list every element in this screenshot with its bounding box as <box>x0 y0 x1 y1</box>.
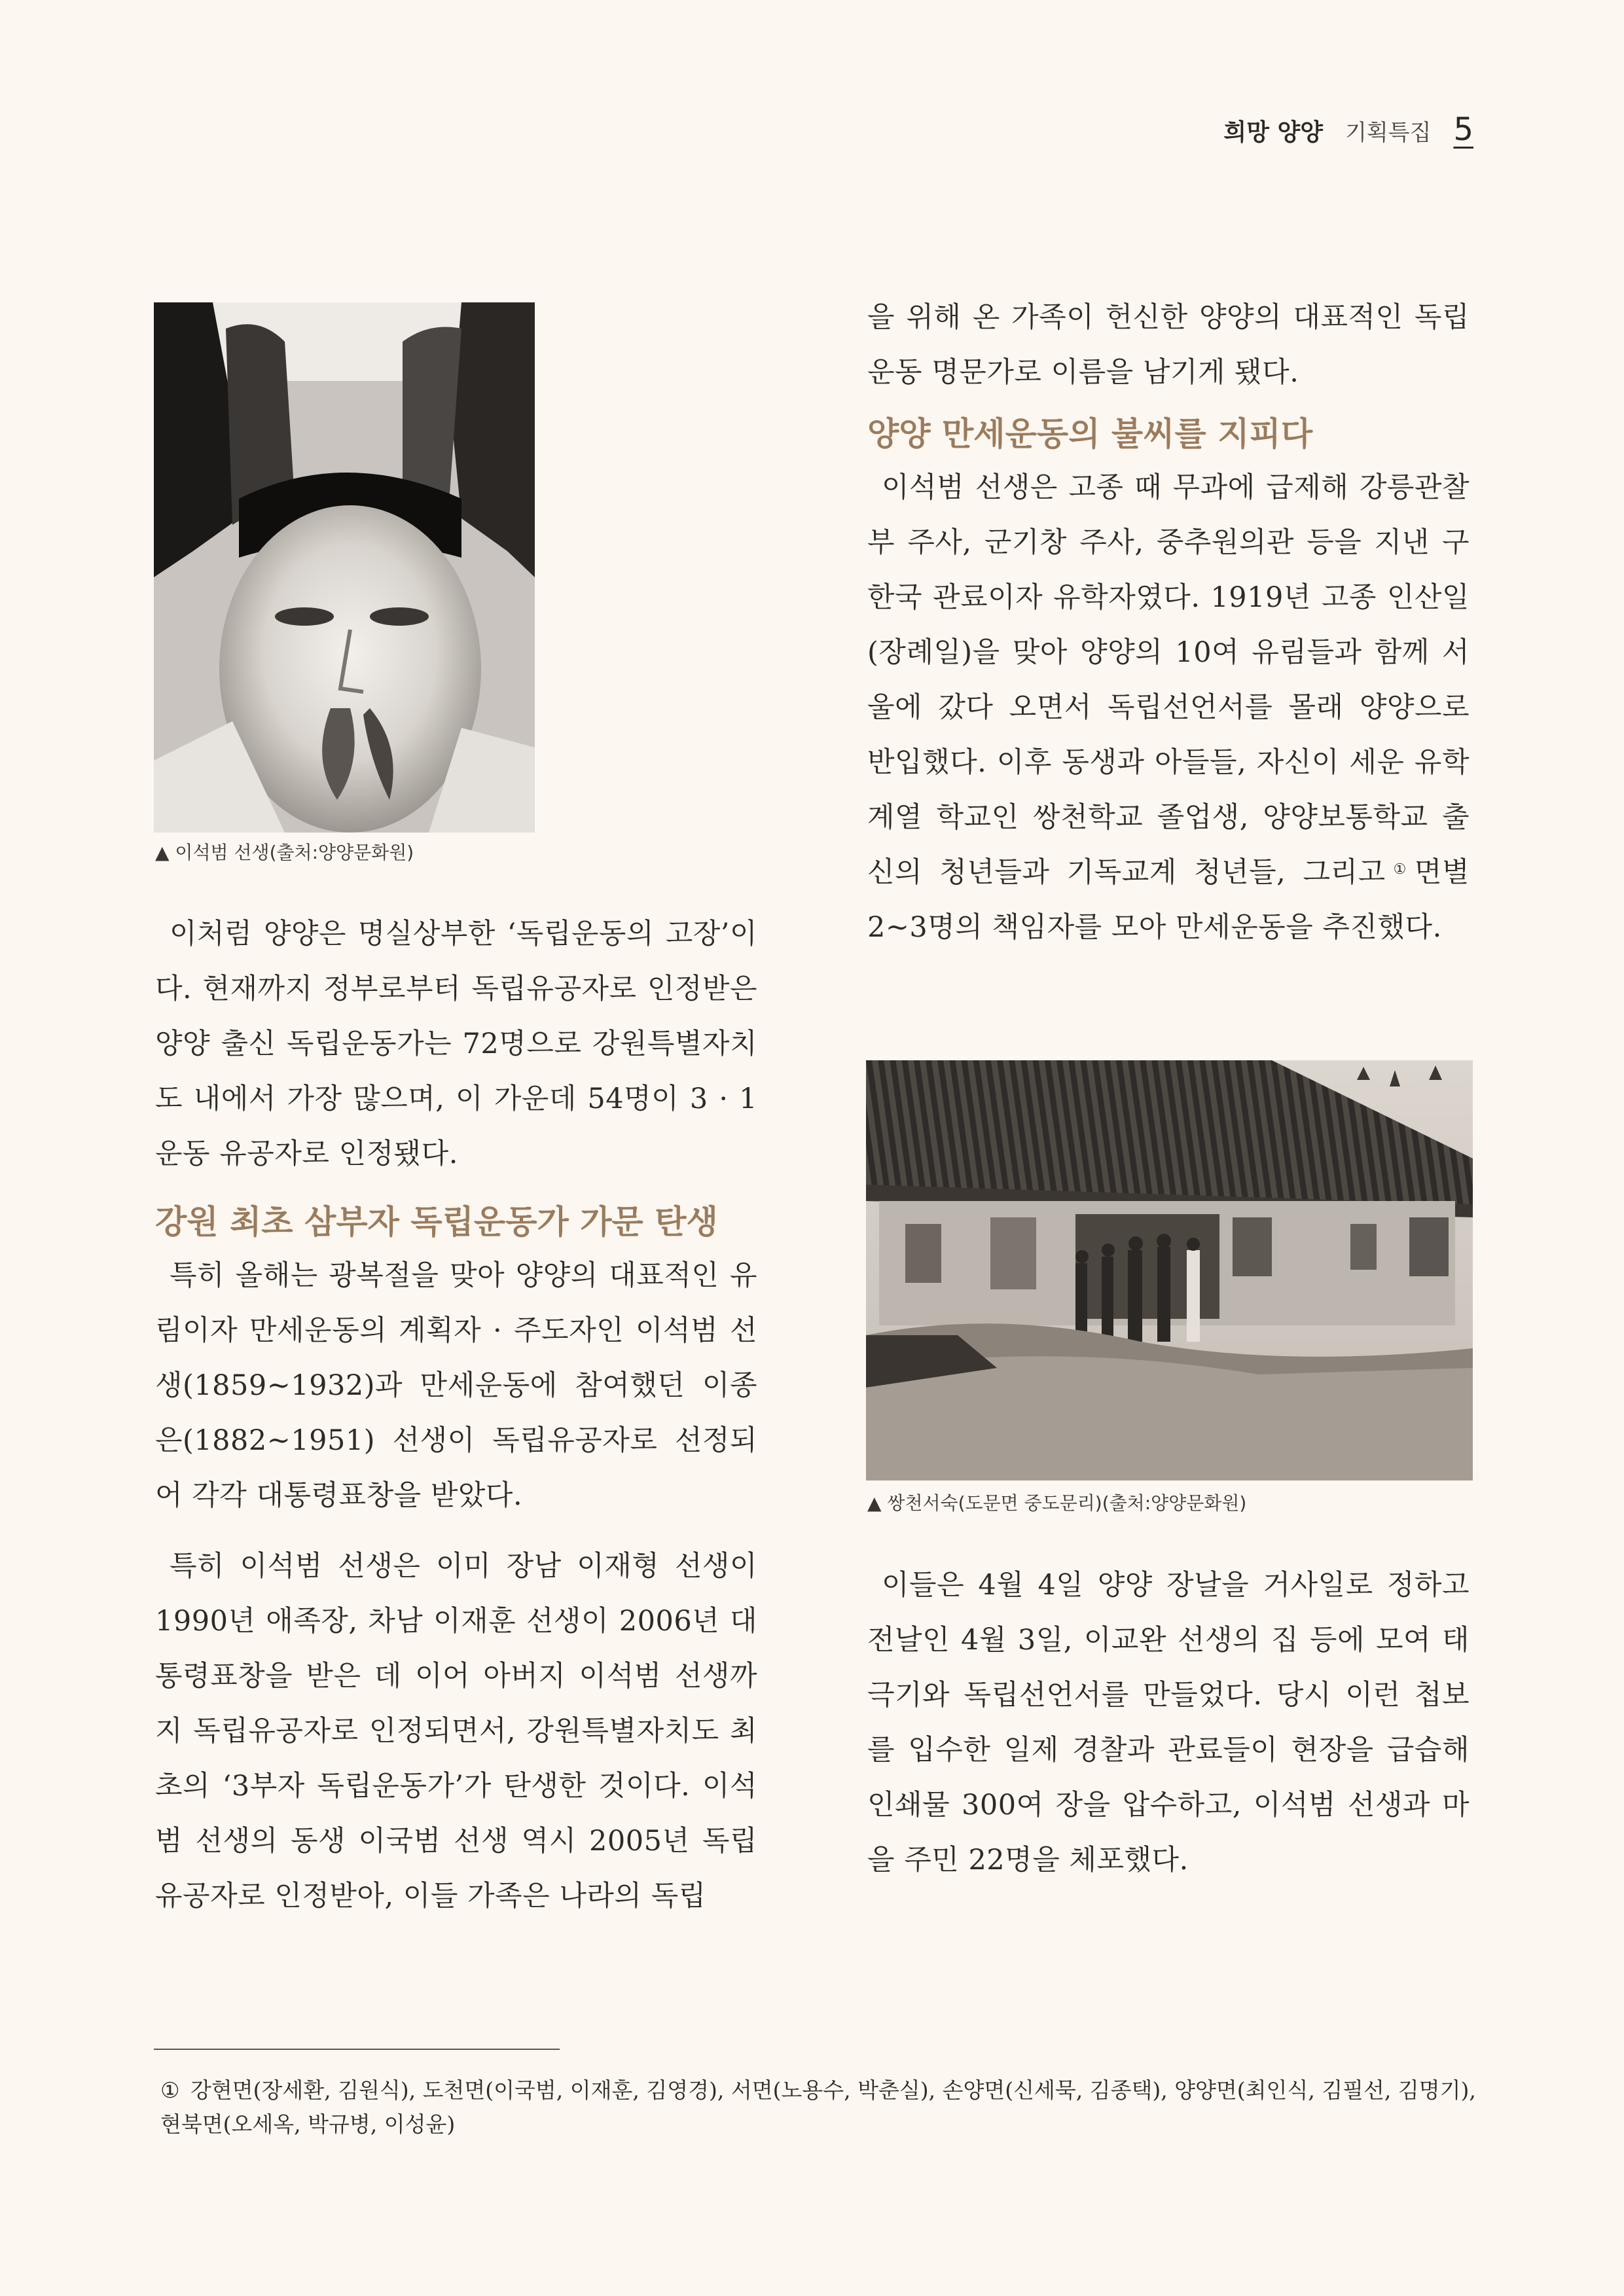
school-photo-caption: ▲ 쌍천서숙(도문면 중도문리)(출처:양양문화원) <box>867 1492 1247 1514</box>
page-header <box>1223 111 1473 148</box>
page-number: 5 <box>1453 111 1473 148</box>
left-paragraph-1: 이처럼 양양은 명실상부한 ‘독립운동의 고장’이다. 현재까지 정부로부터 독립유공자로 인정받은 양양 출신 독립운동가는 72명으로 강원특별자치도 내에서 가장 많으며, 이 가운데 54명이 3 · 1운동 유공자로 인정됐다. <box>155 918 757 1170</box>
left-paragraph-3: 특히 이석범 선생은 이미 장남 이재형 선생이 1990년 애족장, 차남 이재훈 선생이 2006년 대통령표창을 받은 데 이어 아버지 이석범 선생까지 독립유공자로 인정되면서, 강원특별자치도 최초의 ‘3부자 독립운동가’가 탄생한 것이다. 이석범 선생의 동생 이국범 선생 역시 2005년 독립유공자로 인정받아, 이들 가족은 나라의 독립 <box>155 1550 757 1912</box>
portrait-photo <box>154 302 535 833</box>
left-paragraph-2: 특히 올해는 광복절을 맞아 양양의 대표적인 유림이자 만세운동의 계획자 · 주도자인 이석범 선생(1859~1932)과 만세운동에 참여했던 이종은(1882~1951) 선생이 독립유공자로 선정되어 각각 대통령표창을 받았다. <box>155 1259 757 1512</box>
right-paragraph-2: 이들은 4월 4일 양양 장날을 거사일로 정하고 전날인 4월 3일, 이교완 선생의 집 등에 모여 태극기와 독립선언서를 만들었다. 당시 이런 첩보를 입수한 일제 경찰과 관료들이 현장을 급습해 인쇄물 300여 장을 압수하고, 이석범 선생과 마을 주민 22명을 체포했다. <box>867 1569 1470 1876</box>
portrait-caption: ▲ 이석범 선생(출처:양양문화원) <box>155 842 414 863</box>
section-name: 기획특집 <box>1345 120 1432 146</box>
right-paragraph-1 <box>867 460 1470 955</box>
magazine-title: 희망 양양 <box>1223 119 1324 146</box>
footnote <box>160 2073 1476 2142</box>
right-paragraph-1b: 면별 2~3명의 책임자를 모아 만세운동을 추진했다. <box>867 856 1470 944</box>
footnote-text: 강현면(장세환, 김원식), 도천면(이국범, 이재훈, 김영경), 서면(노용수, 박춘실), 손양면(신세묵, 김종택), 양양면(최인식, 김필선, 김명기), 현북면(오세옥, 박규병, 이성윤) <box>160 2077 1476 2137</box>
right-paragraph-continued: 을 위해 온 가족이 헌신한 양양의 대표적인 독립운동 명문가로 이름을 남기게 됐다. <box>867 301 1470 389</box>
footnote-reference[interactable]: ① <box>1385 861 1415 878</box>
section-heading-right: 양양 만세운동의 불씨를 지피다 <box>867 415 1313 453</box>
right-paragraph-1a: 이석범 선생은 고종 때 무과에 급제해 강릉관찰부 주사, 군기창 주사, 중추원의관 등을 지낸 구한국 관료이자 유학자였다. 1919년 고종 인산일(장례일)을 맞아 양양의 10여 유림들과 함께 서울에 갔다 오면서 독립선언서를 몰래 양양으로 반입했다. 이후 동생과 아들들, 자신이 세운 유학 계열 학교인 쌍천학교 졸업생, 양양보통학교 출신의 청년들과 기독교계 청년들, 그리고 <box>867 471 1470 889</box>
footnote-divider <box>154 2049 560 2050</box>
section-heading-left: 강원 최초 삼부자 독립운동가 가문 탄생 <box>155 1203 718 1241</box>
right-column-lower <box>867 1558 1470 1888</box>
footnote-mark: ① <box>160 2077 180 2103</box>
school-photo <box>866 1060 1473 1480</box>
right-column-upper <box>867 290 1470 955</box>
left-column <box>155 906 757 1924</box>
